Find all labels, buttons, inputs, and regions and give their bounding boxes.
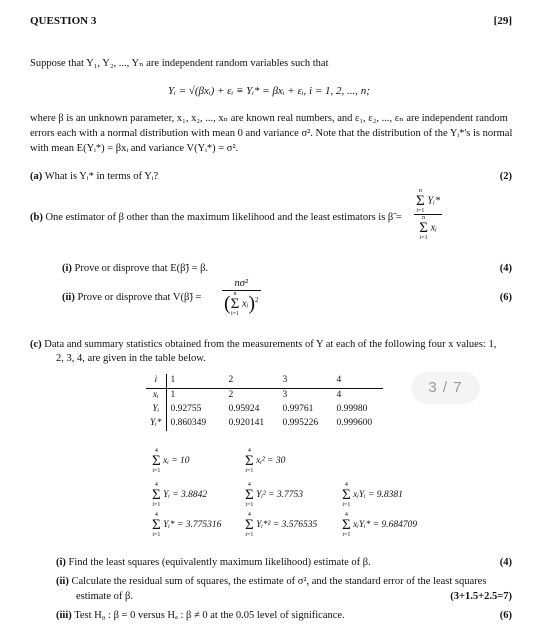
sum-xy-value: xᵢYᵢ = 9.8381 bbox=[353, 490, 403, 501]
part-b-i-marks: (4) bbox=[499, 263, 512, 274]
table-cell: 0.995226 bbox=[282, 417, 319, 428]
table-row-label: xᵢ bbox=[146, 388, 166, 402]
table-cell: 0.92755 bbox=[170, 403, 202, 414]
data-table bbox=[146, 374, 383, 431]
part-c-i-marks: (4) bbox=[499, 557, 512, 568]
intro-line-1: where β is an unknown parameter, x₁, x₂, ..., xₙ are known real numbers, and ε₁, ε₂, ..., εₙ are independent random bbox=[30, 113, 508, 124]
summary-sum-y bbox=[152, 482, 207, 508]
sum-y2-value: Yᵢ² = 3.7753 bbox=[256, 490, 304, 501]
sum-symbol: n Σ i=1 bbox=[230, 291, 240, 318]
part-b-text: One estimator of β other than the maximum likelihood and the least estimators is β̃ = bbox=[45, 212, 402, 223]
table-row-label: Yᵢ* bbox=[146, 417, 166, 431]
part-c-i-text: Find the least squares (equivalently maximum likelihood) estimate of β. bbox=[68, 557, 371, 568]
table-cell: 0.920141 bbox=[228, 417, 265, 428]
part-c-iii-marks: (6) bbox=[499, 610, 512, 621]
table-row-label: i bbox=[146, 374, 166, 388]
table-row bbox=[146, 374, 383, 388]
part-b-ii bbox=[62, 291, 201, 304]
intro-line-3: with mean E(Yᵢ*) = βxᵢ and variance V(Yᵢ*) = σ². bbox=[30, 143, 239, 154]
sum-ystar-value: Yᵢ* = 3.775316 bbox=[163, 520, 222, 531]
sum-symbol: 4 Σ i=1 bbox=[342, 512, 351, 538]
part-c bbox=[30, 338, 496, 351]
part-a-marks: (2) bbox=[499, 171, 512, 182]
sum-symbol: 4 Σ i=1 bbox=[152, 482, 161, 508]
part-c-label: (c) bbox=[30, 339, 42, 350]
table-row bbox=[146, 388, 383, 402]
table-cell: 0.999600 bbox=[336, 417, 373, 428]
question-title: QUESTION 3 bbox=[30, 15, 97, 27]
summary-sum-xy bbox=[342, 482, 403, 508]
sum-x2-value: xᵢ² = 30 bbox=[256, 456, 286, 467]
part-b-ii-marks: (6) bbox=[499, 292, 512, 303]
sum-symbol: 4 Σ i=1 bbox=[245, 482, 254, 508]
sum-ystar2-value: Yᵢ*² = 3.576535 bbox=[256, 520, 318, 531]
table-cell: 1 bbox=[170, 389, 176, 400]
part-b bbox=[30, 211, 402, 224]
part-c-i-label: (i) bbox=[56, 557, 66, 568]
table-row-label: Yᵢ bbox=[146, 403, 166, 417]
estimator-numerator: Yᵢ* bbox=[427, 195, 441, 207]
part-b-ii-text: Prove or disprove that V(β̃) = bbox=[77, 292, 202, 303]
estimator-fraction bbox=[414, 188, 442, 241]
table-cell: 0.95924 bbox=[228, 403, 260, 414]
part-c-iii-text: Test H₀ : β = 0 versus Hₐ : β ≠ 0 at the 0.05 level of significance. bbox=[74, 610, 345, 621]
part-c-ii-label: (ii) bbox=[56, 576, 69, 587]
intro-line-2: errors each with a normal distribution with mean 0 and variance σ². Note that the distribution of the Yᵢ*'s is normal bbox=[30, 128, 513, 139]
part-b-i-text: Prove or disprove that E(β̃) = β. bbox=[74, 263, 209, 274]
part-b-i bbox=[62, 262, 208, 275]
part-c-line-2: 2, 3, 4, are given in the table below. bbox=[56, 353, 206, 364]
table-cell: 2 bbox=[225, 374, 279, 388]
sum-y-value: Yᵢ = 3.8842 bbox=[163, 490, 208, 501]
variance-fraction: nσ² ( n Σ i=1 xᵢ)$^2$ bbox=[224, 278, 259, 318]
part-a-text: What is Yᵢ* in terms of Yᵢ? bbox=[44, 171, 159, 182]
variance-denominator: xᵢ bbox=[242, 298, 249, 310]
sum-xystar-value: xᵢYᵢ* = 9.684709 bbox=[353, 520, 418, 531]
part-a bbox=[30, 170, 158, 183]
part-c-iii bbox=[56, 609, 345, 622]
table-cell: 3 bbox=[279, 374, 333, 388]
table-cell: 2 bbox=[228, 389, 234, 400]
estimator-denominator: xᵢ bbox=[430, 222, 437, 234]
summary-sum-ystar2 bbox=[245, 512, 317, 538]
sum-symbol: n Σ i=1 bbox=[416, 188, 425, 214]
table-cell: 3 bbox=[282, 389, 288, 400]
table-cell: 1 bbox=[166, 374, 225, 388]
sum-symbol: 4 Σ i=1 bbox=[342, 482, 351, 508]
part-c-line-1: Data and summary statistics obtained from the measurements of Y at each of the following four x values: 1, bbox=[44, 339, 497, 350]
total-marks: [29] bbox=[493, 15, 512, 27]
sum-symbol: 4 Σ i=1 bbox=[245, 448, 254, 474]
summary-sum-x2 bbox=[245, 448, 285, 474]
summary-sum-ystar bbox=[152, 512, 221, 538]
sum-x-value: xᵢ = 10 bbox=[163, 456, 190, 467]
sum-symbol: 4 Σ i=1 bbox=[245, 512, 254, 538]
part-c-ii bbox=[56, 575, 486, 588]
part-c-ii-text-1: Calculate the residual sum of squares, the estimate of σ², and the standard error of the least squares bbox=[71, 576, 487, 587]
table-cell: 0.99980 bbox=[336, 403, 368, 414]
part-c-iii-label: (iii) bbox=[56, 610, 72, 621]
model-equation: Yᵢ = √(βxᵢ) + εᵢ ≡ Yᵢ* = βxᵢ + εᵢ, i = 1, 2, ..., n; bbox=[168, 85, 370, 97]
variance-numerator: nσ² bbox=[222, 277, 261, 291]
sum-symbol: n Σ i=1 bbox=[419, 215, 428, 241]
summary-sum-x bbox=[152, 448, 190, 474]
summary-sum-xystar bbox=[342, 512, 417, 538]
summary-sum-y2 bbox=[245, 482, 303, 508]
table-row bbox=[146, 403, 383, 417]
table-cell: 4 bbox=[336, 389, 342, 400]
table-cell: 0.860349 bbox=[170, 417, 207, 428]
part-b-ii-label: (ii) bbox=[62, 292, 75, 303]
part-b-label: (b) bbox=[30, 212, 43, 223]
sum-symbol: 4 Σ i=1 bbox=[152, 512, 161, 538]
part-c-ii-text-2: estimate of β. bbox=[76, 591, 133, 602]
table-row bbox=[146, 417, 383, 431]
part-b-i-label: (i) bbox=[62, 263, 72, 274]
sum-symbol: 4 Σ i=1 bbox=[152, 448, 161, 474]
part-c-ii-marks: (3+1.5+2.5=7) bbox=[450, 591, 512, 602]
intro-text: Suppose that Y₁, Y₂, ..., Yₙ are independent random variables such that bbox=[30, 58, 329, 69]
table-cell: 4 bbox=[333, 374, 383, 388]
part-a-label: (a) bbox=[30, 171, 43, 182]
page-indicator-badge: 3 / 7 bbox=[411, 372, 480, 404]
table-cell: 0.99761 bbox=[282, 403, 314, 414]
part-c-i bbox=[56, 556, 371, 569]
